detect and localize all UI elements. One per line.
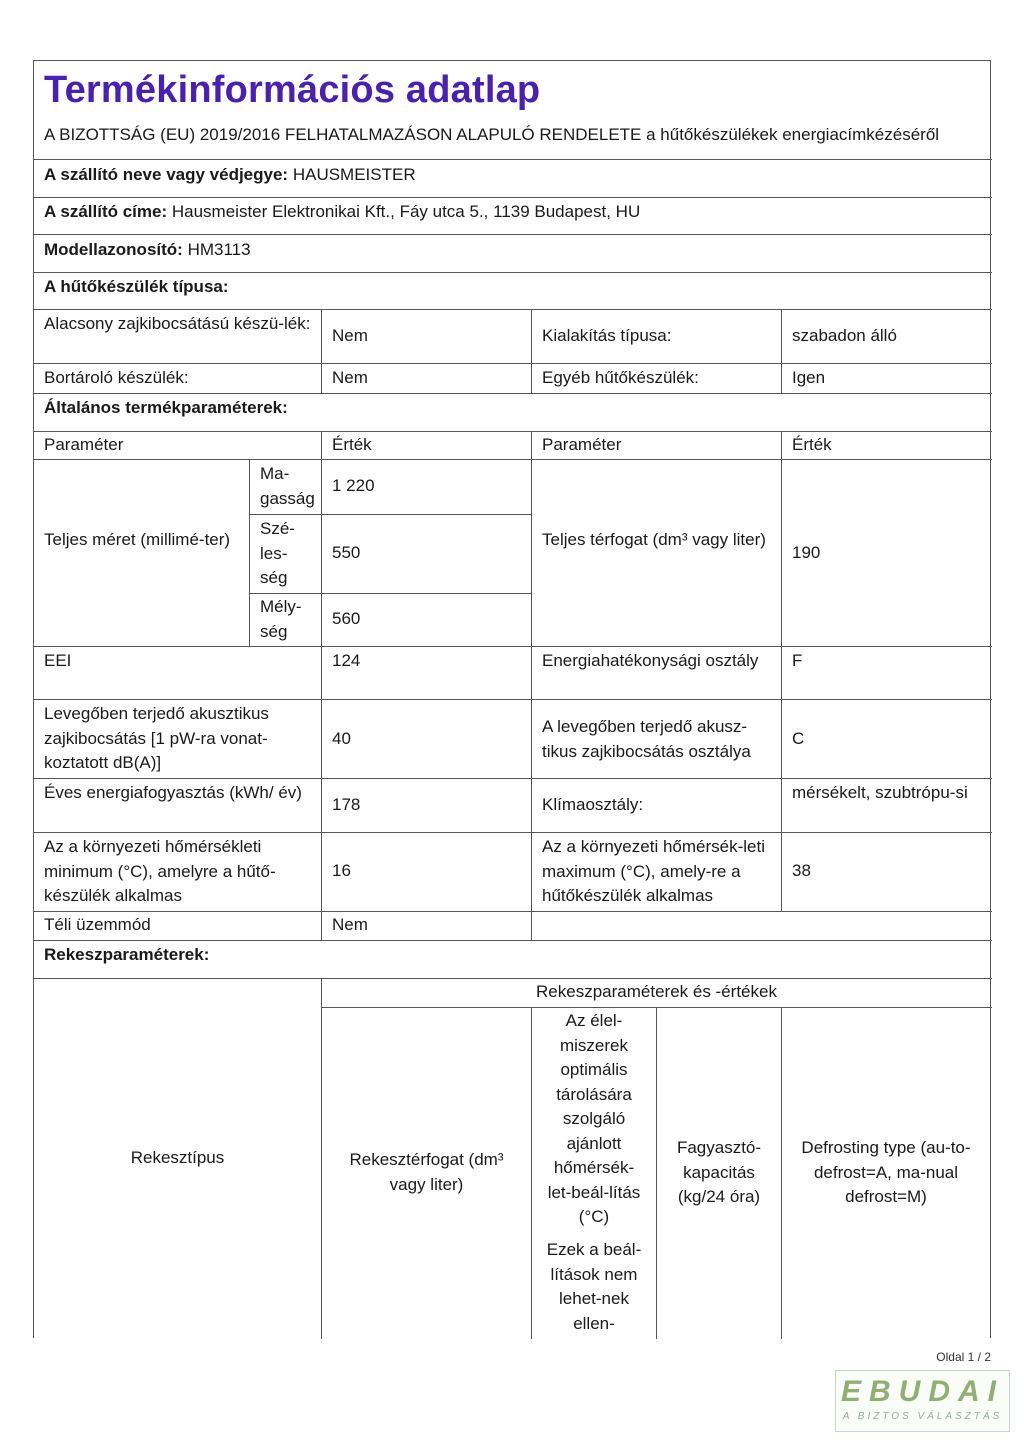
supplier-address-label: A szállító címe: [44,202,168,221]
low-noise-value: Nem [332,326,368,345]
supplier-address-row [44,200,974,225]
value-header: Érték [332,435,372,454]
tmax-label: Az a környezeti hőmérsék-leti maximum (°C), amely-re a hűtőkészülék alkalmas [542,837,765,905]
supplier-address-value: Hausmeister Elektronikai Kft., Fáy utca 5., 1139 Budapest, HU [171,202,641,221]
datasheet [33,60,991,1338]
depth-label: Mély-ség [260,597,302,641]
model-id-label: Modellazonosító: [44,240,183,259]
low-noise-label: Alacsony zajkibocsátású készü-lék: [44,314,311,333]
param-header: Paraméter [44,435,124,454]
ebudai-logo[interactable] [835,1370,1010,1432]
compartment-group-label: Rekeszparaméterek és -értékek [536,982,777,1001]
param-header-2: Paraméter [542,435,622,454]
supplier-name-value: HAUSMEISTER [292,165,416,184]
tmin-label: Az a környezeti hőmérsékleti minimum (°C), amelyre a hűtő-készülék alkalmas [44,837,276,905]
volume-value: 190 [792,543,821,562]
compartment-heading: Rekeszparaméterek: [44,945,210,964]
noise-class-label: A levegőben terjedő akusz-tikus zajkibocsátás osztálya [542,717,751,761]
tmax-value: 38 [792,861,811,880]
other-value: Igen [792,368,826,387]
depth-value: 560 [332,609,361,628]
eei-label: EEI [44,651,72,670]
climate-label: Klímaosztály: [542,795,644,814]
winter-mode-label: Téli üzemmód [44,915,151,934]
logo-text: EBUDAI [840,1375,1004,1408]
width-label: Szé-les-ség [260,519,295,587]
climate-value: mérsékelt, szubtrópu-si [792,783,968,802]
model-id-row [44,238,974,263]
general-heading: Általános termékparaméterek: [44,398,288,417]
supplier-name-label: A szállító neve vagy védjegye: [44,165,289,184]
energy-class-label: Energiahatékonysági osztály [542,651,759,670]
eei-value: 124 [332,651,361,670]
wine-label: Bortároló készülék: [44,368,189,387]
compartment-type-label: Rekesztípus [130,1148,225,1167]
design-label: Kialakítás típusa: [542,326,672,345]
annual-energy-label: Éves energiafogyasztás (kWh/ év) [44,783,302,802]
compartment-volume-label: Rekesztérfogat (dm³ vagy liter) [349,1150,504,1194]
other-label: Egyéb hűtőkészülék: [542,368,699,387]
logo-tagline: A BIZTOS VÁLASZTÁS [842,1411,1003,1422]
height-value: 1 220 [332,476,375,495]
dimensions-label: Teljes méret (millimé-ter) [44,530,231,549]
height-label: Ma-gasság [260,464,315,508]
page-title: Termékinformációs adatlap [44,69,541,111]
compartment-temp-note: Ezek a beál-lítások nem lehet-nek ellen- [546,1240,642,1333]
page-number: Oldal 1 / 2 [936,1350,991,1364]
value-header-2: Érték [792,435,832,454]
design-value: szabadon álló [792,326,897,345]
winter-mode-value: Nem [332,915,368,934]
volume-label: Teljes térfogat (dm³ vagy liter) [542,530,766,549]
energy-class-value: F [792,651,803,670]
annual-energy-value: 178 [332,795,361,814]
wine-value: Nem [332,368,368,387]
compartment-freeze-label: Fagyasztó-kapacitás (kg/24 óra) [676,1138,762,1206]
width-value: 550 [332,543,361,562]
supplier-name-row [44,163,974,188]
regulation-text: A BIZOTTSÁG (EU) 2019/2016 FELHATALMAZÁSON ALAPULÓ RENDELETE a hűtőkészülékek energiacímkézéséről [44,125,940,144]
compartment-temp-label: Az élel-miszerek optimális tárolására szolgáló ajánlott hőmérsék-let-beál-lítás (°C) [547,1011,641,1226]
type-heading: A hűtőkészülék típusa: [44,277,229,296]
noise-label: Levegőben terjedő akusztikus zajkibocsátás [1 pW-ra vonat-koztatott dB(A)] [44,704,269,772]
noise-value: 40 [332,729,351,748]
noise-class-value: C [792,729,805,748]
model-id-value: HM3113 [187,240,251,259]
compartment-defrost-label: Defrosting type (au-to-defrost=A, ma-nual defrost=M) [801,1138,971,1206]
tmin-value: 16 [332,861,351,880]
